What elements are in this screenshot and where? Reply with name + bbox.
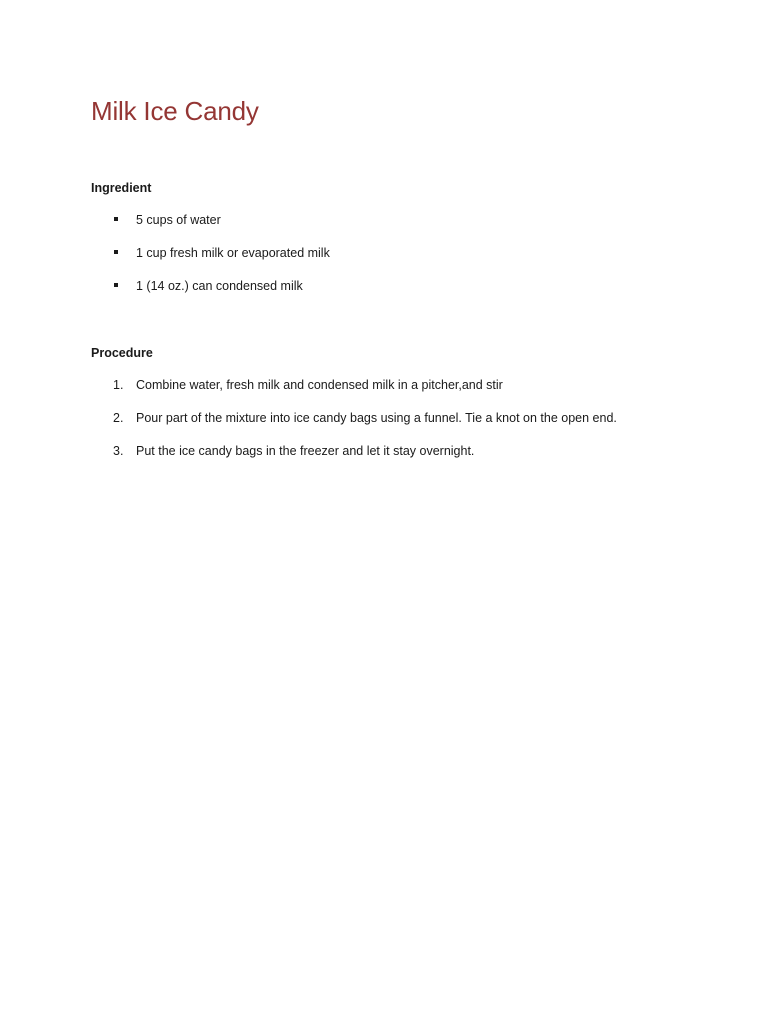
procedure-heading: Procedure (91, 346, 153, 360)
square-bullet-icon (114, 250, 118, 254)
ingredient-heading: Ingredient (91, 181, 152, 195)
step-text: Pour part of the mixture into ice candy bags using a funnel. Tie a knot on the open end. (136, 411, 617, 425)
step-text: Put the ice candy bags in the freezer and let it stay overnight. (136, 444, 475, 458)
square-bullet-icon (114, 217, 118, 221)
ingredient-text: 5 cups of water (136, 213, 221, 227)
step-number: 2. (113, 411, 124, 425)
ingredient-text: 1 (14 oz.) can condensed milk (136, 279, 303, 293)
step-text: Combine water, fresh milk and condensed milk in a pitcher,and stir (136, 378, 503, 392)
step-number: 3. (113, 444, 124, 458)
step-number: 1. (113, 378, 124, 392)
page-title: Milk Ice Candy (91, 96, 259, 126)
ingredient-text: 1 cup fresh milk or evaporated milk (136, 246, 330, 260)
square-bullet-icon (114, 283, 118, 287)
